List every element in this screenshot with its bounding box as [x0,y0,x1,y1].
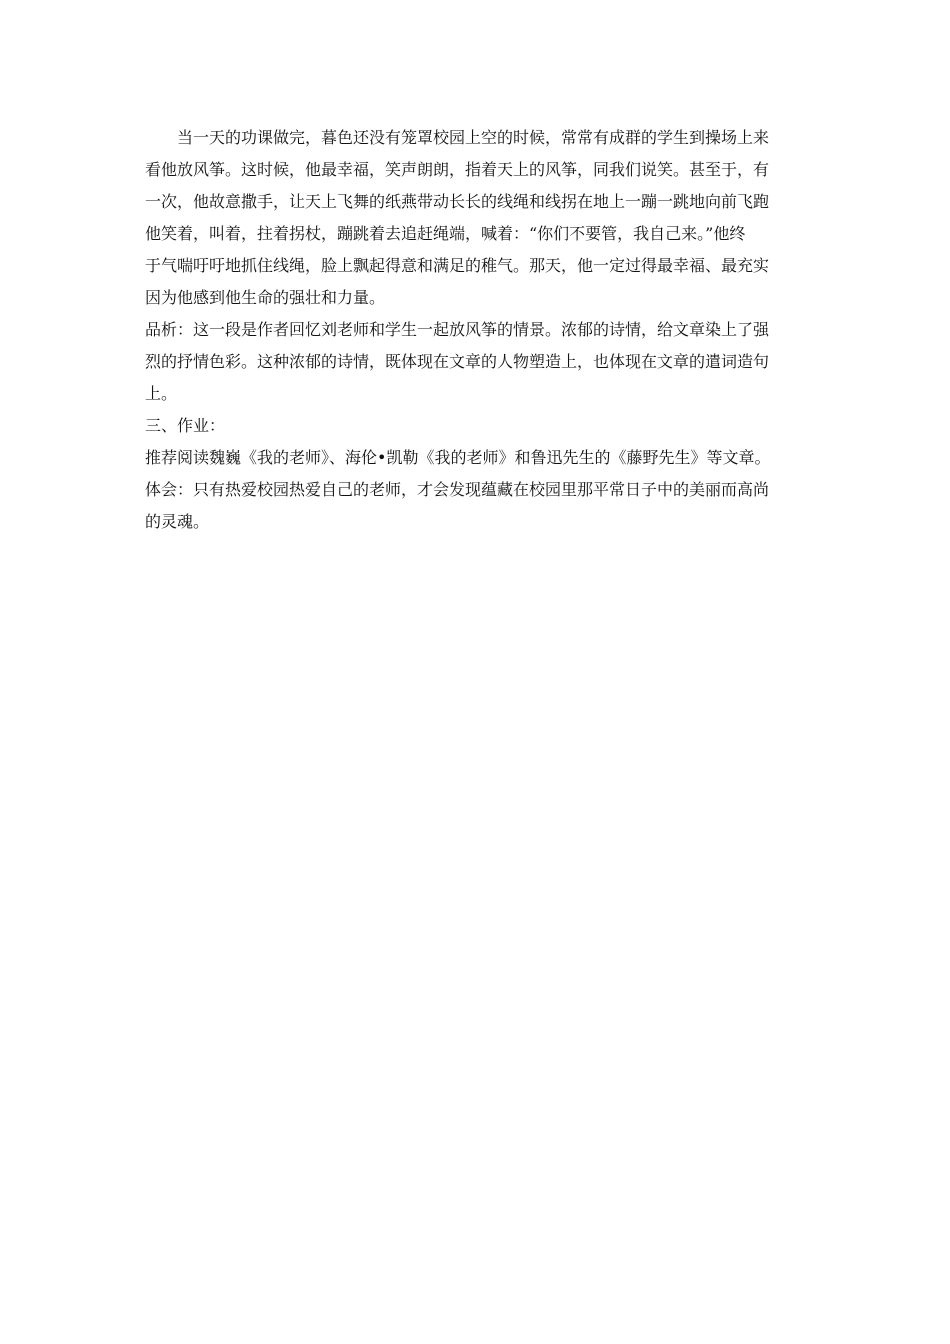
text-line: 上。 [145,384,178,403]
text-line: 品析：这一段是作者回忆刘老师和学生一起放风筝的情景。浓郁的诗情，给文章染上了强 [145,320,770,339]
section-heading: 三、作业： [145,416,226,435]
text-line: 当一天的功课做完，暮色还没有笼罩校园上空的时候，常常有成群的学生到操场上来 [177,128,770,147]
document-body [145,122,813,538]
text-line: 烈的抒情色彩。这种浓郁的诗情，既体现在文章的人物塑造上，也体现在文章的遣词造句 [145,352,770,371]
homework-section [145,410,813,538]
text-line: 他笑着，叫着，拄着拐杖，蹦跳着去追赶绳端，喊着：“你们不要管，我自己来。”他终 [145,224,746,243]
recommendation-text: 推荐阅读魏巍《我的老师》、海伦•凯勒《我的老师》和鲁迅先生的《藤野先生》等文章。 [145,448,771,467]
text-line: 的灵魂。 [145,512,210,531]
text-line: 看他放风筝。这时候，他最幸福，笑声朗朗，指着天上的风筝，同我们说笑。甚至于，有 [145,160,770,179]
narrative-paragraph [145,122,813,314]
text-line: 于气喘吁吁地抓住线绳，脸上飘起得意和满足的稚气。那天，他一定过得最幸福、最充实 [145,256,770,275]
analysis-paragraph [145,314,813,410]
text-line: 体会：只有热爱校园热爱自己的老师，才会发现蕴藏在校园里那平常日子中的美丽而高尚 [145,480,770,499]
text-line: 因为他感到他生命的强壮和力量。 [145,288,386,307]
text-line: 一次，他故意撒手，让天上飞舞的纸燕带动长长的线绳和线拐在地上一蹦一跳地向前飞跑 [145,192,770,211]
